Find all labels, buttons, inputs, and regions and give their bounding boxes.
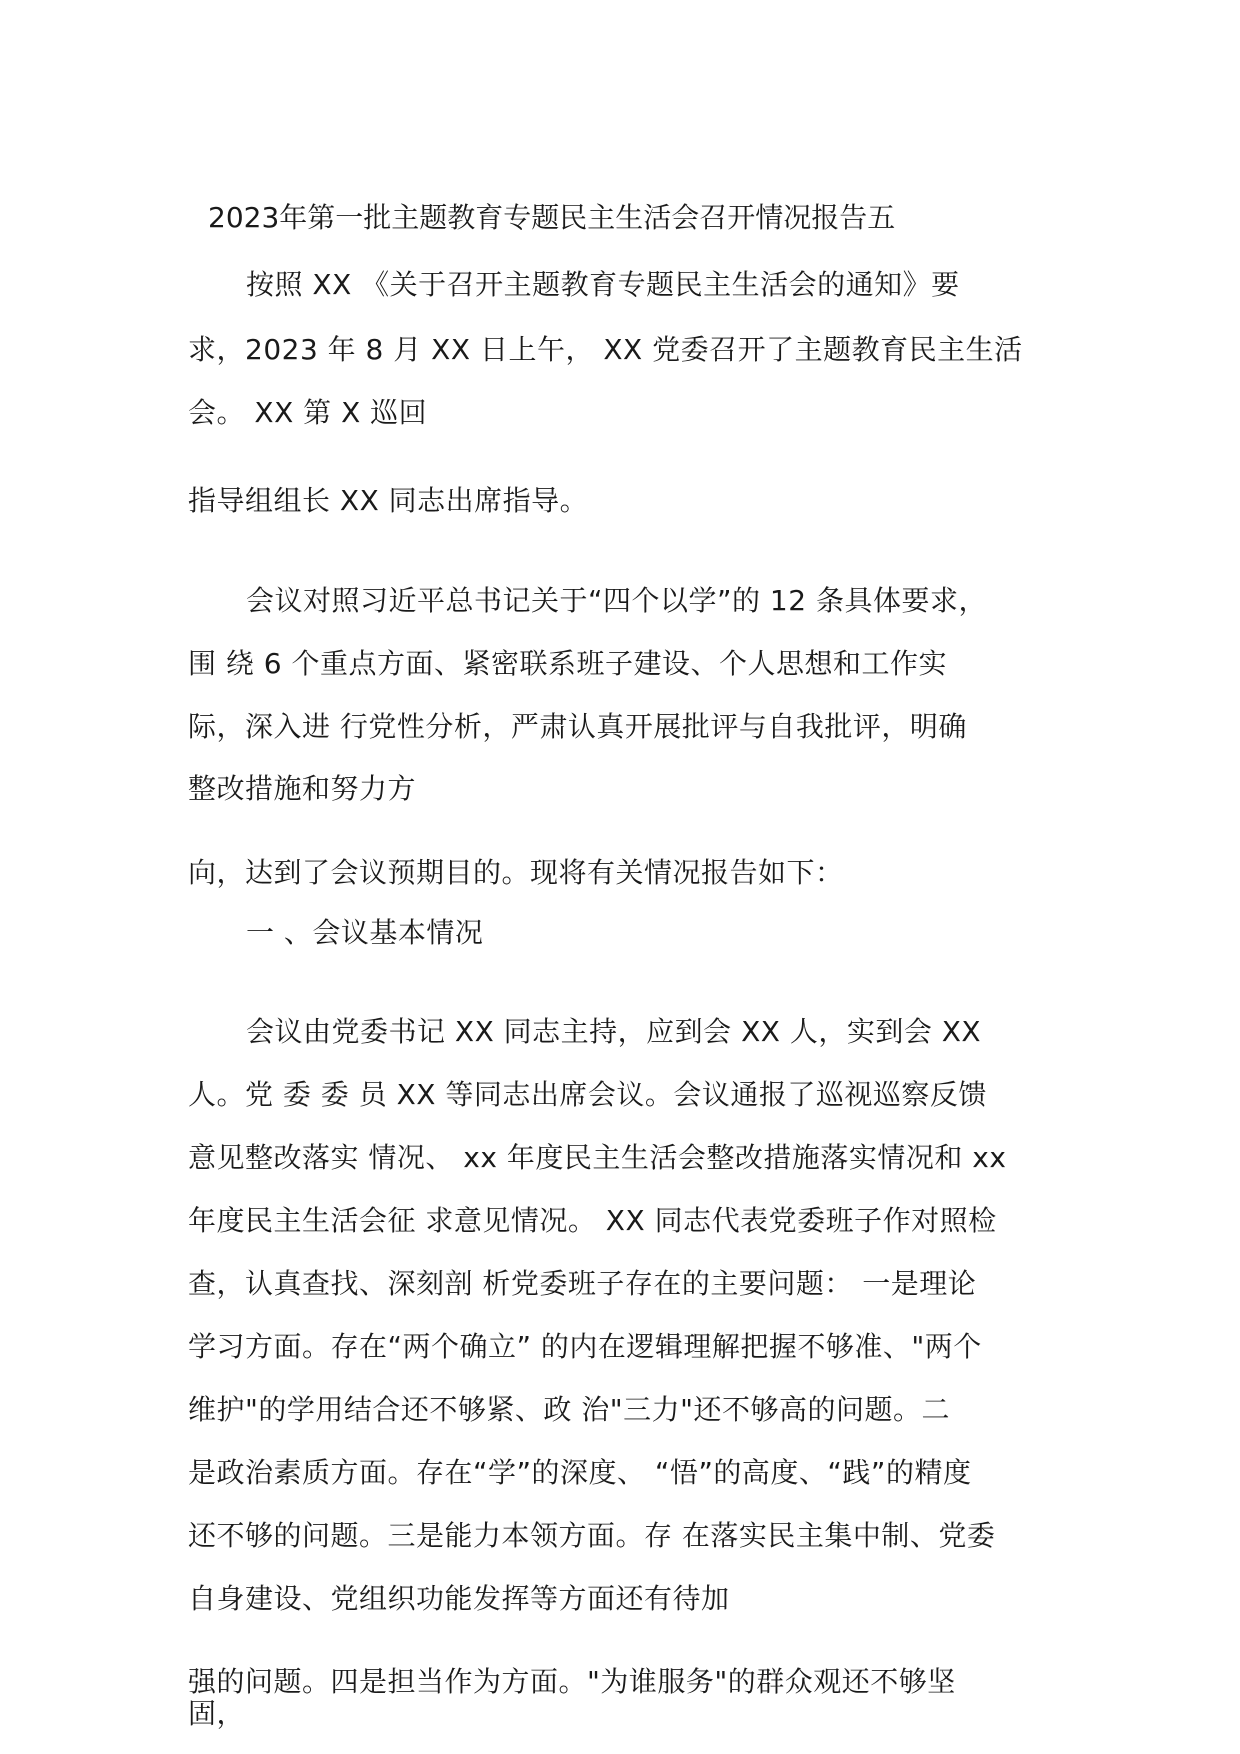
paragraph-line: 学习方面。存在“两个确立” 的内在逻辑理解把握不够准、"两个: [188, 1330, 982, 1363]
paragraph-line: 是政治素质方面。存在“学”的深度、 “悟”的高度、“践”的精度: [188, 1456, 972, 1489]
paragraph-line: 自身建设、党组织功能发挥等方面还有待加: [188, 1582, 730, 1615]
paragraph-line: 固，: [188, 1697, 246, 1730]
paragraph-line: 际，深入进 行党性分析，严肃认真开展批评与自我批评，明确: [188, 710, 967, 743]
paragraph-line: 还不够的问题。三是能力本领方面。存 在落实民主集中制、党委: [188, 1519, 996, 1552]
paragraph-line: 整改措施和努力方: [188, 772, 417, 805]
paragraph-line: 向，达到了会议预期目的。现将有关情况报告如下：: [188, 856, 844, 889]
document-title: 2023年第一批主题教育专题民主生活会召开情况报告五: [208, 201, 896, 234]
paragraph-line: 人。党 委 委 员 XX 等同志出席会议。会议通报了巡视巡察反馈: [188, 1078, 987, 1111]
paragraph-line: 求，2023 年 8 月 XX 日上午， XX 党委召开了主题教育民主生活: [188, 333, 1023, 366]
paragraph-line: 强的问题。四是担当作为方面。"为谁服务"的群众观还不够坚: [188, 1665, 956, 1698]
paragraph-line: 围 绕 6 个重点方面、紧密联系班子建设、个人思想和工作实: [188, 647, 948, 680]
paragraph-line: 按照 XX 《关于召开主题教育专题民主生活会的通知》要: [246, 268, 960, 301]
paragraph-line: 查，认真查找、深刻剖 析党委班子存在的主要问题： 一是理论: [188, 1267, 977, 1300]
paragraph-line: 指导组组长 XX 同志出席指导。: [188, 484, 589, 517]
paragraph-line: 会议对照习近平总书记关于“四个以学”的 12 条具体要求，: [246, 584, 987, 617]
paragraph-line: 维护"的学用结合还不够紧、政 治"三力"还不够高的问题。二: [188, 1393, 951, 1426]
paragraph-line: 意见整改落实 情况、 xx 年度民主生活会整改措施落实情况和 xx: [188, 1141, 1007, 1174]
paragraph-line: 会议由党委书记 XX 同志主持，应到会 XX 人，实到会 XX: [246, 1015, 982, 1048]
paragraph-line: 会。 XX 第 X 巡回: [188, 396, 428, 429]
section-heading: 一 、会议基本情况: [246, 916, 484, 949]
paragraph-line: 年度民主生活会征 求意见情况。 XX 同志代表党委班子作对照检: [188, 1204, 997, 1237]
